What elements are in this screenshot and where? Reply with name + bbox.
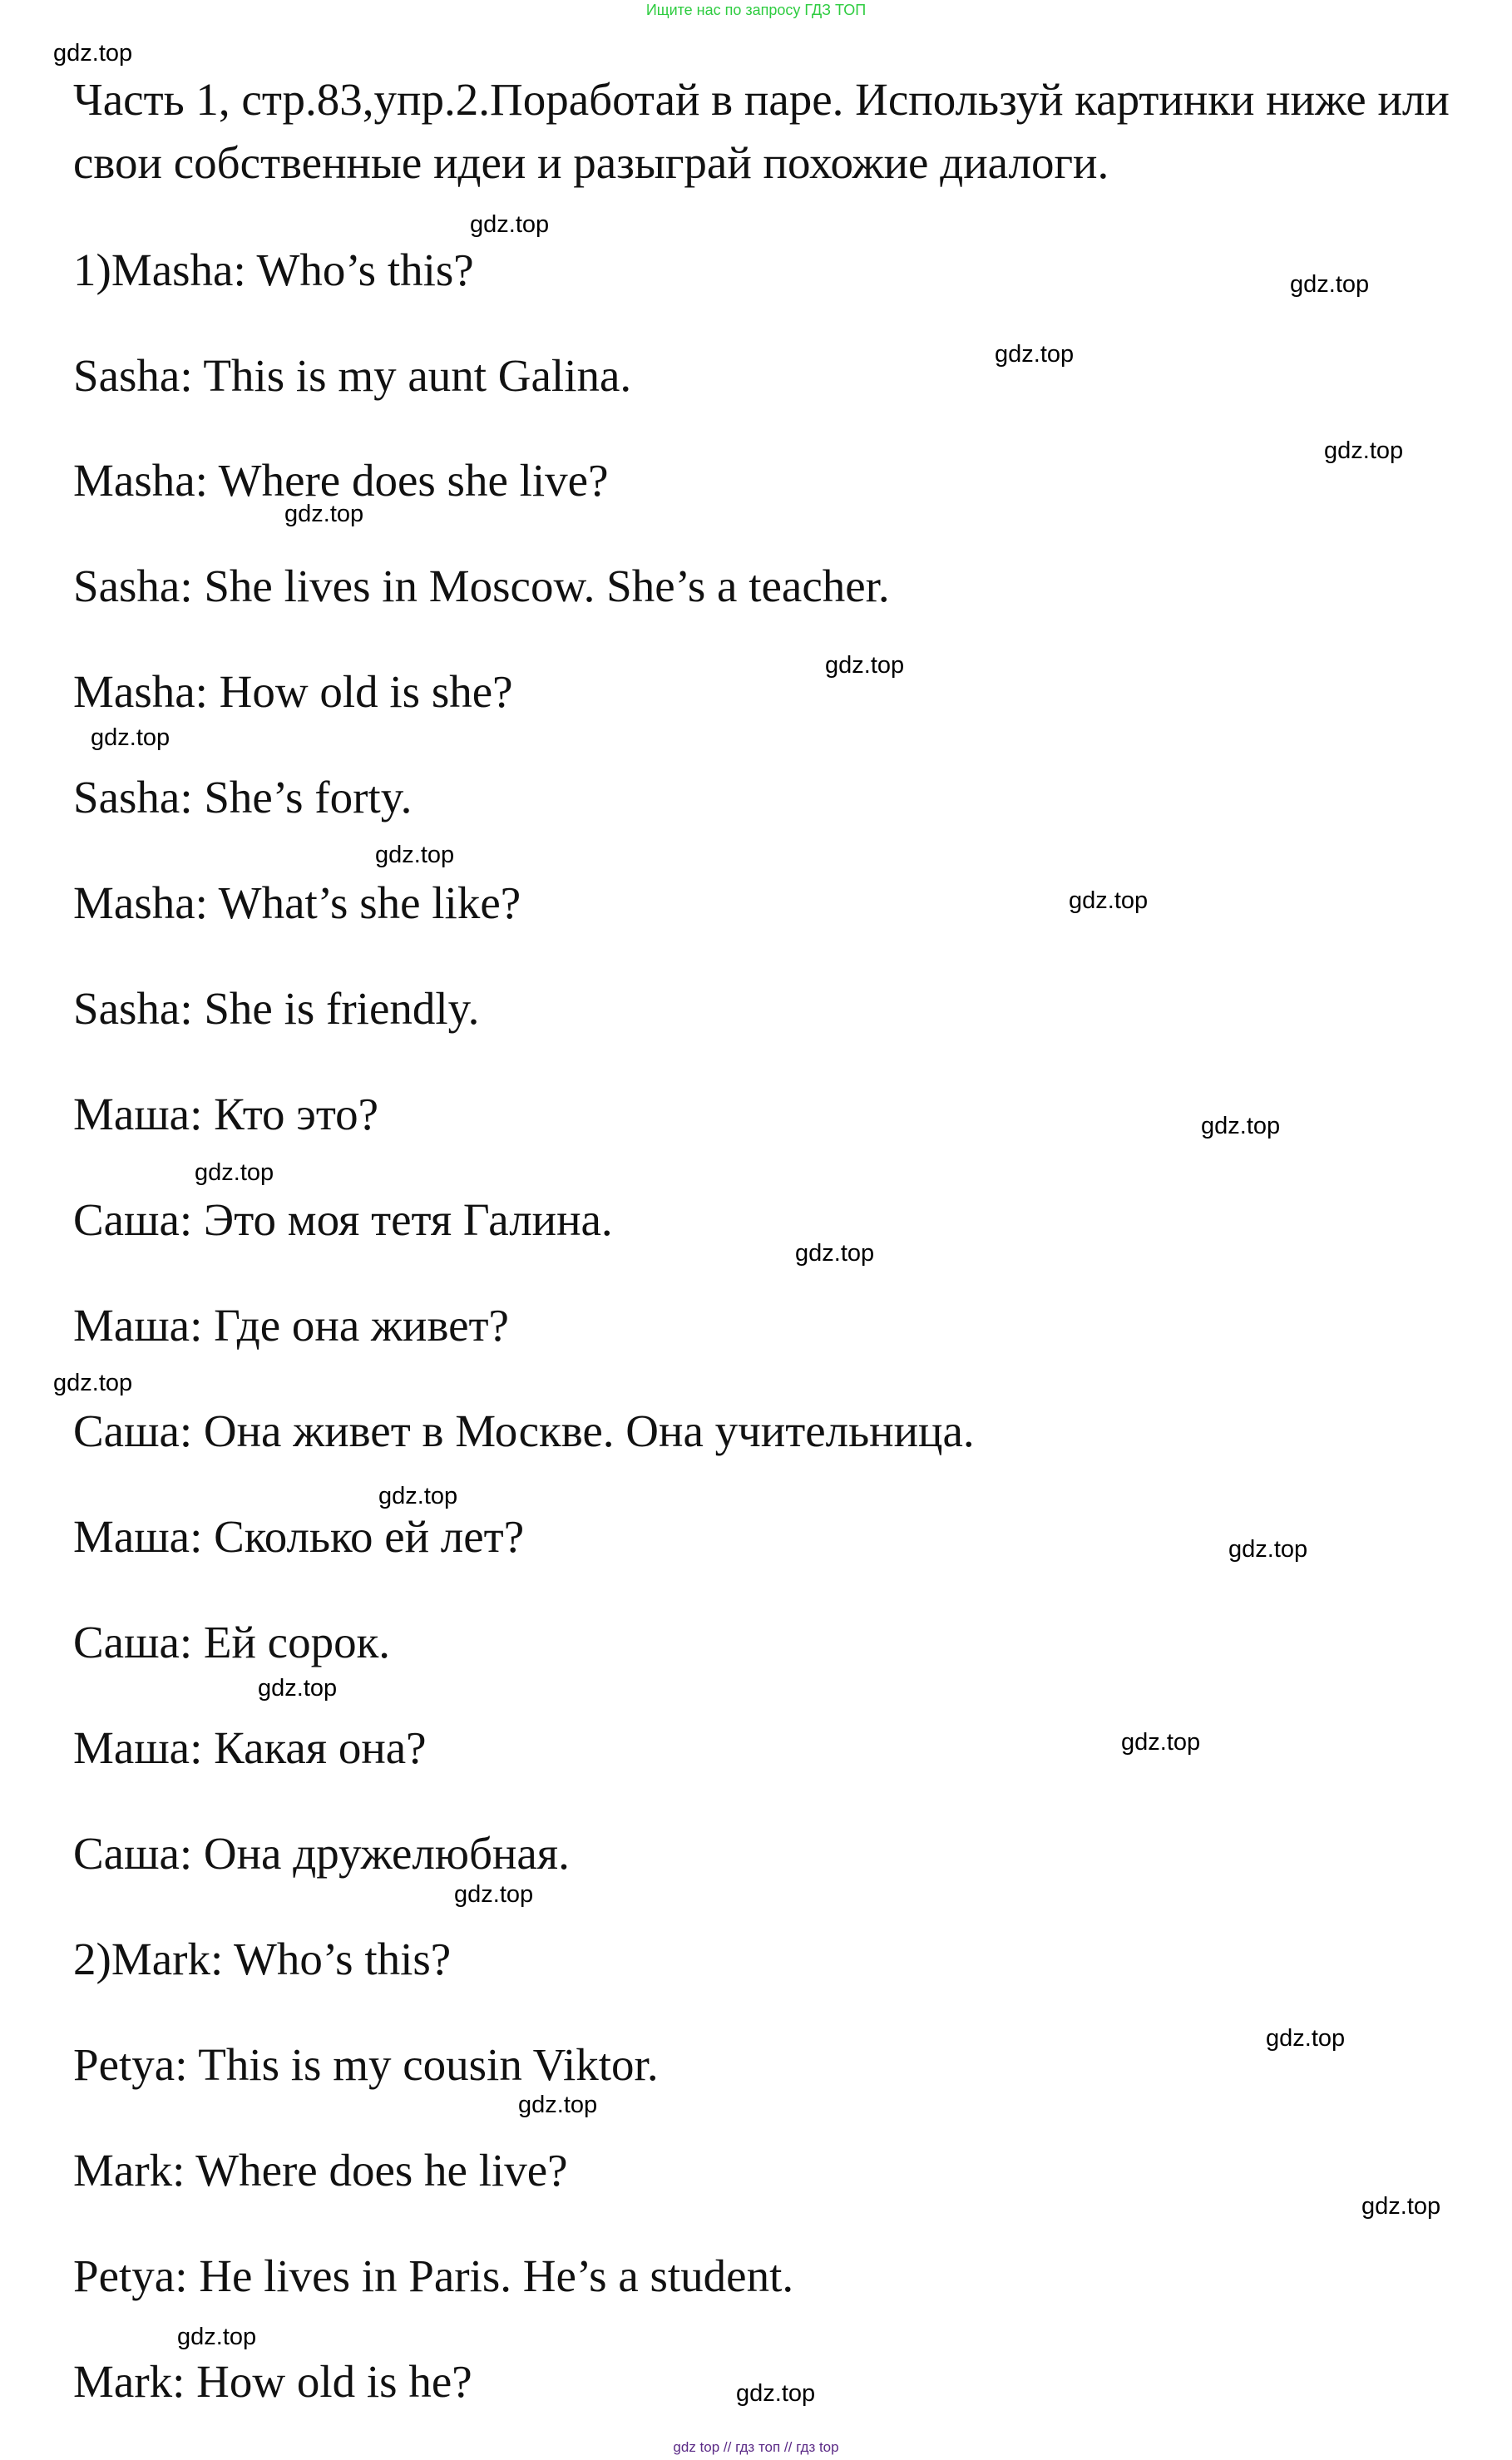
dialogue-line: Маша: Где она живет? — [73, 1300, 509, 1351]
watermark: gdz.top — [1361, 2193, 1441, 2220]
watermark: gdz.top — [195, 1159, 274, 1186]
dialogue-line: Маша: Кто это? — [73, 1089, 379, 1139]
watermark: gdz.top — [518, 2092, 598, 2118]
watermark: gdz.top — [470, 211, 550, 238]
dialogue-line: Masha: What’s she like? — [73, 877, 521, 928]
dialogue-line: 2)Mark: Who’s this? — [73, 1934, 452, 1984]
watermark: gdz.top — [284, 501, 364, 527]
watermark: gdz.top — [1290, 271, 1370, 298]
dialogue-line: Masha: How old is she? — [73, 666, 513, 717]
dialogue-line: Sasha: She lives in Moscow. She’s a teacher. — [73, 561, 890, 611]
watermark: gdz.top — [1324, 437, 1404, 464]
watermark: gdz.top — [825, 652, 905, 679]
dialogue-line: Sasha: She is friendly. — [73, 983, 480, 1034]
top-banner: Ищите нас по запросу ГДЗ ТОП — [645, 2, 867, 18]
watermark: gdz.top — [995, 341, 1075, 368]
dialogue-line: Petya: This is my cousin Viktor. — [73, 2039, 659, 2090]
dialogue-line: Маша: Сколько ей лет? — [73, 1511, 525, 1562]
dialogue-line: Саша: Она дружелюбная. — [73, 1828, 570, 1879]
dialogue-line: Mark: How old is he? — [73, 2356, 472, 2407]
dialogue-line: Саша: Ей сорок. — [73, 1617, 391, 1667]
watermark: gdz.top — [736, 2380, 816, 2407]
footer-links: gdz top // гдз топ // гдз top — [673, 2439, 839, 2455]
dialogue-line: Маша: Какая она? — [73, 1722, 427, 1773]
watermark: gdz.top — [177, 2324, 257, 2350]
dialogue-line: Masha: Where does she live? — [73, 455, 609, 506]
watermark: gdz.top — [258, 1675, 338, 1702]
watermark: gdz.top — [53, 1370, 133, 1396]
dialogue-line: Sasha: She’s forty. — [73, 772, 413, 822]
watermark: gdz.top — [795, 1240, 875, 1267]
watermark: gdz.top — [378, 1483, 458, 1509]
watermark: gdz.top — [53, 40, 133, 67]
watermark: gdz.top — [1069, 887, 1149, 914]
dialogue-line: Petya: He lives in Paris. He’s a student. — [73, 2250, 794, 2301]
watermark: gdz.top — [1266, 2025, 1346, 2052]
watermark: gdz.top — [91, 724, 170, 751]
dialogue-line: Саша: Она живет в Москве. Она учительница. — [73, 1405, 975, 1456]
exercise-title: Часть 1, стр.83,упр.2.Поработай в паре. Используй картинки ниже или свои собственные идеи и разыграй похожие диалоги. — [73, 74, 1450, 188]
dialogue-line: Sasha: This is my aunt Galina. — [73, 350, 632, 401]
dialogue-line: 1)Masha: Who’s this? — [73, 245, 474, 295]
dialogue-line: Саша: Это моя тетя Галина. — [73, 1194, 613, 1245]
watermark: gdz.top — [375, 842, 455, 868]
watermark: gdz.top — [454, 1881, 534, 1908]
watermark: gdz.top — [1121, 1729, 1201, 1756]
watermark: gdz.top — [1201, 1113, 1281, 1139]
dialogue-line: Mark: Where does he live? — [73, 2145, 568, 2196]
watermark: gdz.top — [1228, 1536, 1308, 1563]
